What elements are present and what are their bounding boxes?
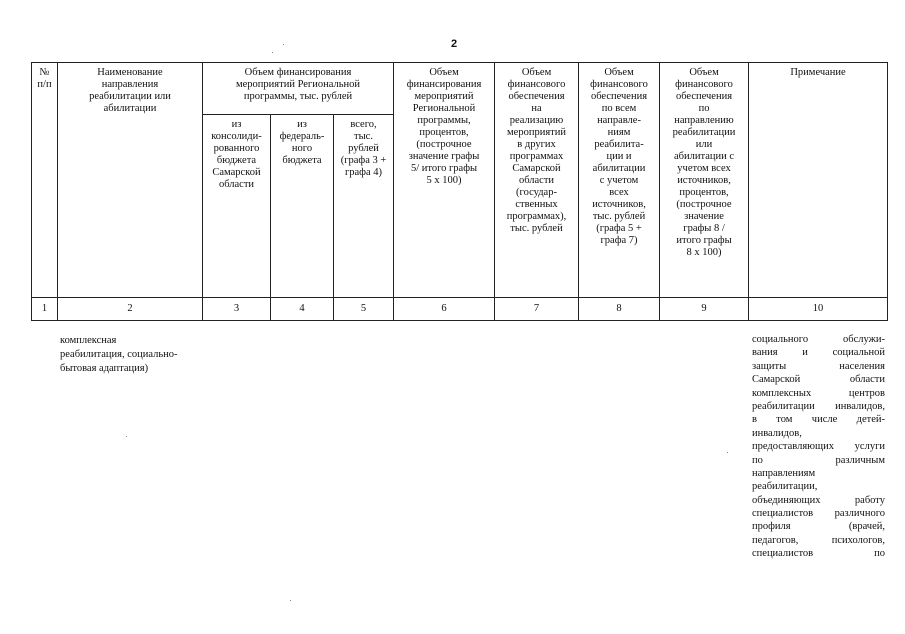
header-total — [334, 115, 394, 298]
header-all-directions — [579, 63, 660, 298]
header-federal-budget-text: из федераль- ного бюджета — [279, 119, 325, 166]
header-financing-group — [203, 63, 394, 115]
scan-speck — [272, 52, 273, 53]
scan-speck — [727, 452, 728, 453]
note-line: объединяющих работу — [752, 494, 885, 506]
note-line: в том числе детей- — [752, 414, 885, 426]
header-other-programs-text: Объем финансового обеспечения на реализацию мероприятий в других программах Самарской области (государ- ственных программах), тыс. рублей — [506, 67, 567, 234]
column-number-5: 5 — [334, 298, 394, 321]
note-line: профиля (врачей, — [752, 521, 885, 533]
page-number: 2 — [451, 38, 458, 50]
note-line: комплексных центров — [752, 387, 885, 399]
header-direction-name — [58, 63, 203, 298]
note-line: педагогов, психологов, — [752, 534, 885, 546]
note-line: Самарской области — [752, 374, 885, 386]
note-line: по различным — [752, 454, 885, 466]
header-direction-name-text: Наименование направления реабилитации или абилитации — [89, 67, 171, 114]
note-line: специалистов различного — [752, 508, 885, 520]
note-line: реабилитации инвалидов, — [752, 400, 885, 412]
header-financing-group-text: Объем финансирования мероприятий Региональной программы, тыс. рублей — [236, 67, 361, 102]
scan-speck — [290, 600, 291, 601]
column-number-3: 3 — [203, 298, 271, 321]
note-line: реабилитации, — [752, 481, 818, 493]
column-number-10: 10 — [749, 298, 888, 321]
column-numbers-row — [32, 298, 888, 321]
note-line: предоставляющих услуги — [752, 441, 885, 453]
column-number-8: 8 — [579, 298, 660, 321]
financing-table — [31, 62, 888, 321]
scan-speck — [126, 436, 127, 437]
header-direction-percent — [660, 63, 749, 298]
header-direction-percent-text: Объем финансового обеспечения по направлению реабилитации или абилитации с учетом всех источников, процентов, (построчное значение графы 8 / итого графы 8 х 100) — [672, 67, 736, 258]
header-note-text: Примечание — [790, 67, 846, 78]
header-other-programs — [495, 63, 579, 298]
scan-speck — [283, 44, 284, 45]
note-line: специалистов по — [752, 548, 885, 560]
header-federal-budget — [271, 115, 334, 298]
note-line: защиты населения — [752, 360, 885, 372]
column-number-1: 1 — [32, 298, 58, 321]
header-consolidated-budget-text: из консолиди- рованного бюджета Самарской области — [211, 119, 262, 190]
header-financing-percent-text: Объем финансирования мероприятий Региональной программы, процентов, (построчное значение графы 5/ итого графы 5 х 100) — [406, 67, 482, 186]
continuation-note-text — [752, 333, 885, 561]
header-note — [749, 63, 888, 298]
note-line: направлениям — [752, 467, 816, 479]
header-number-text: № п/п — [37, 67, 52, 90]
column-number-4: 4 — [271, 298, 334, 321]
header-financing-percent — [394, 63, 495, 298]
note-line: социального обслужи- — [752, 334, 885, 345]
header-all-directions-text: Объем финансового обеспечения по всем направле- ниям реабилита- ции и абилитации с учетом всех источников, тыс. рублей (графа 5 + графа 7) — [590, 67, 648, 246]
header-total-text: всего, тыс. рублей (графа 3 + графа 4) — [340, 119, 387, 178]
header-number — [32, 63, 58, 298]
column-number-2: 2 — [58, 298, 203, 321]
header-consolidated-budget — [203, 115, 271, 298]
column-number-6: 6 — [394, 298, 495, 321]
note-line: вания и социальной — [752, 347, 885, 359]
continuation-direction-text: комплексная реабилитация, социально- бытовая адаптация) — [60, 335, 178, 374]
note-line: инвалидов, — [752, 427, 802, 439]
column-number-9: 9 — [660, 298, 749, 321]
column-number-7: 7 — [495, 298, 579, 321]
